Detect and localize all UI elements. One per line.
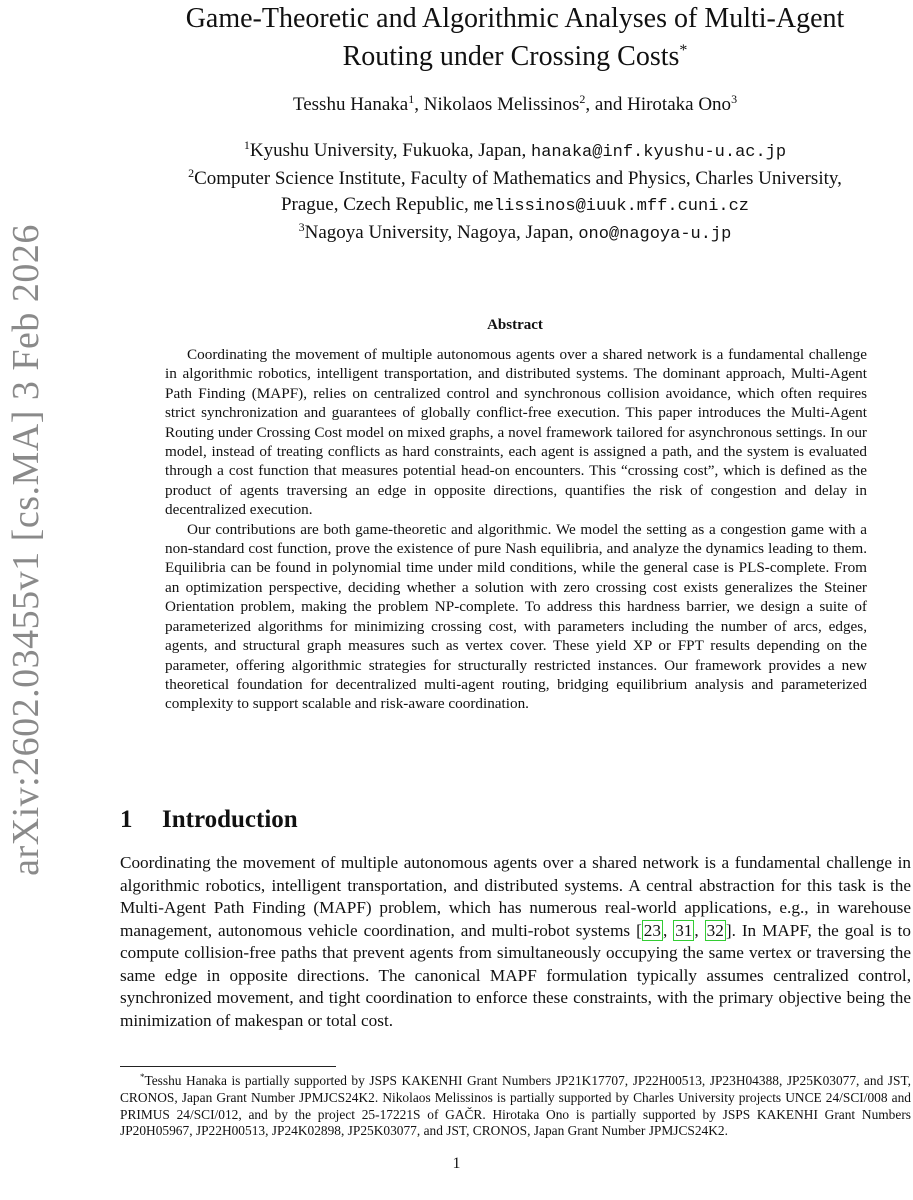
citation-link[interactable]: 31	[675, 920, 693, 940]
section-number: 1	[120, 806, 133, 833]
citation-link[interactable]: 23	[643, 920, 661, 940]
author-affiliation-mark: 1	[408, 92, 415, 106]
affiliation-mark: 3	[298, 220, 305, 234]
affiliation-mark: 2	[188, 166, 195, 180]
author-affiliation-mark: 3	[731, 92, 738, 106]
affiliation-text: Nagoya University, Nagoya, Japan,	[304, 222, 579, 243]
title-line-2-text: Routing under Crossing Costs	[342, 41, 680, 72]
affiliation-2-cont	[120, 192, 910, 220]
affiliation-email[interactable]: hanaka@inf.kyushu-u.ac.jp	[531, 143, 787, 162]
author-list	[120, 92, 910, 118]
abstract-paragraph-2: Our contributions are both game-theoretic and algorithmic. We model the setting as a congestion game with a non-standard cost function, prove the existence of pure Nash equilibria, and analyze the dynamics leading to them. Equilibria can be found in polynomial time under mild conditions, while the general case is PLS-complete. From an optimization perspective, deciding whether a solution with zero crossing cost exists generalizes the Steiner Orientation problem, making the problem NP-complete. To address this hardness barrier, we design a suite of parameterized algorithms for minimizing crossing cost, with parameters including the number of arcs, edges, agents, and structural graph measures such as vertex cover. These yield XP or FPT results depending on the parameter, offering algorithmic strategies for structurally restricted instances. Our framework provides a new theoretical foundation for decentralized multi-agent routing, bridging equilibrium analysis and parameterized complexity to support scalable and risk-aware coordination.	[165, 520, 867, 713]
affiliation-email[interactable]: melissinos@iuuk.mff.cuni.cz	[473, 197, 750, 216]
affiliation-2	[120, 166, 910, 192]
title-line-1: Game-Theoretic and Algorithmic Analyses of Multi-Agent	[185, 3, 845, 34]
arxiv-identifier-stamp	[2, 224, 50, 876]
title-footnote-mark: *	[679, 42, 688, 59]
intro-text-after: ]. In MAPF, the goal is to compute collision-free paths that prevent agents from simultaneously occupying the same vertex or traversing the same edge in opposite directions. The canonical MAPF formulation typically assumes centralized control, synchronized movement, and tight coordination to enforce these constraints, with the primary objective being the minimization of makespan or total cost.	[120, 920, 912, 1030]
arxiv-identifier-text: arXiv:2602.03455v1 [cs.MA] 3 Feb 2026	[5, 224, 47, 876]
author-name: Tesshu Hanaka	[292, 94, 409, 115]
footnote-divider	[120, 1066, 336, 1067]
author-affiliation-mark: 2	[579, 92, 586, 106]
funding-footnote	[120, 1073, 911, 1140]
abstract-body	[165, 345, 867, 714]
affiliation-mark: 1	[243, 138, 250, 152]
affiliation-1	[120, 138, 910, 166]
affiliation-email[interactable]: ono@nagoya-u.jp	[578, 225, 732, 244]
abstract-paragraph-1: Coordinating the movement of multiple autonomous agents over a shared network is a fundamental challenge in algorithmic robotics, intelligent transportation, and distributed systems. The dominant approach, Multi-Agent Path Finding (MAPF), relies on centralized control and synchronous collision avoidance, which often requires strict synchronization and guarantees of globally conflict-free execution. This paper introduces the Multi-Agent Routing under Crossing Cost model on mixed graphs, a novel framework tailored for asynchronous settings. In our model, instead of treating conflicts as hard constraints, each agent is assigned a path, and the system is evaluated through a cost function that measures potential head-on encounters. This “crossing cost”, which is defined as the product of agents traversing an edge in opposite directions, quantifies the risk of congestion and delay in decentralized execution.	[165, 346, 867, 519]
section-title-text: Introduction	[162, 806, 298, 833]
author-separator: , and	[585, 94, 628, 115]
affiliation-list	[120, 138, 910, 248]
affiliation-text: Computer Science Institute, Faculty of Mathematics and Physics, Charles University,	[194, 168, 842, 189]
introduction-paragraph: Coordinating the movement of multiple autonomous agents over a shared network is a fundamental challenge in algorithmic robotics, intelligent transportation, and distributed systems. A central abstraction for this task is the Multi-Agent Path Finding (MAPF) problem, which has numerous real-world applications, e.g., in warehouse management, autonomous vehicle coordination, and multi-robot systems [ 23 , 31 , 32 ]. In MAPF, the goal is to compute collision-free paths that prevent agents from simultaneously occupying the same vertex or traversing the same edge in opposite directions. The canonical MAPF formulation typically assumes centralized control, synchronized movement, and tight coordination to enforce these constraints, with the primary objective being the minimization of makespan or total cost.	[120, 853, 912, 1030]
author-separator: ,	[414, 94, 424, 115]
footnote-text: Tesshu Hanaka is partially supported by JSPS KAKENHI Grant Numbers JP21K17707, JP22H00513, JP23H04388, JP25K03077, and JST, CRONOS, Japan Grant Number JPMJCS24K2. Nikolaos Melissinos is partially supported by Charles University projects UNCE 24/SCI/008 and PRIMUS 24/SCI/012, and by the project 25-17221S of GAČR. Hirotaka Ono is partially supported by JSPS KAKENHI Grant Numbers JP20H05967, JP22H00513, JP24K02898, JP25K03077, and JST, CRONOS, Japan Grant Number JPMJCS24K2.	[120, 1073, 911, 1139]
abstract-heading: Abstract	[487, 317, 543, 333]
citation-link[interactable]: 32	[706, 920, 724, 940]
section-heading-introduction	[120, 806, 298, 834]
affiliation-text: Kyushu University, Fukuoka, Japan,	[249, 140, 532, 161]
footnote-mark: *	[140, 1072, 145, 1082]
paper-title	[120, 0, 910, 76]
affiliation-text: Prague, Czech Republic,	[280, 194, 474, 215]
page-number: 1	[452, 1155, 461, 1172]
author-name: Hirotaka Ono	[627, 94, 732, 115]
title-line-2	[120, 38, 910, 76]
intro-text-before: Coordinating the movement of multiple autonomous agents over a shared network is a fundamental challenge in algorithmic robotics, intelligent transportation, and distributed systems. A central abstraction for this task is the Multi-Agent Path Finding (MAPF) problem, which has numerous real-world applications, e.g., in warehouse management, autonomous vehicle coordination, and multi-robot systems [	[120, 853, 911, 940]
author-name: Nikolaos Melissinos	[423, 94, 580, 115]
affiliation-3	[120, 220, 910, 248]
